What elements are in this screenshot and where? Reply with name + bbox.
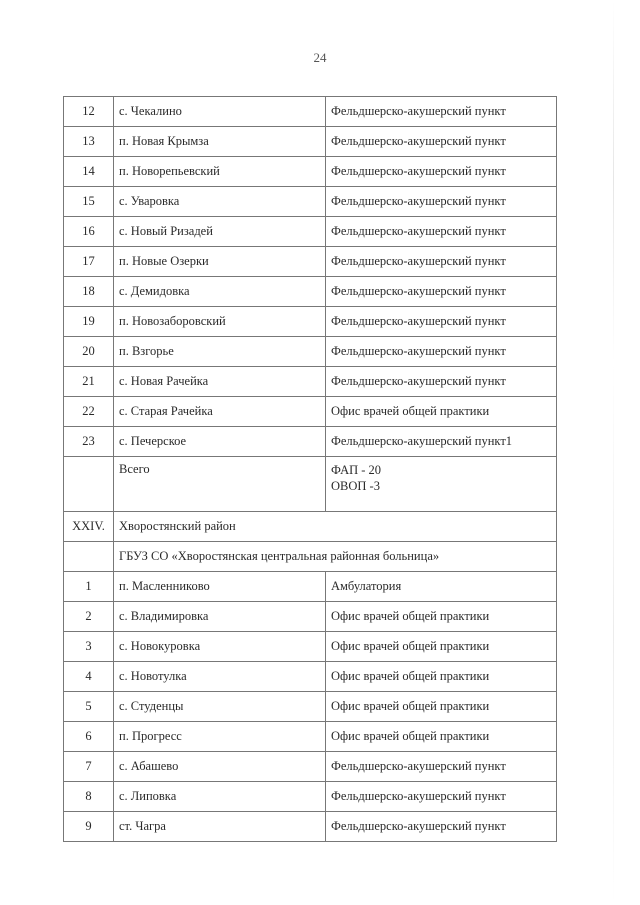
table-row — [64, 692, 557, 722]
settlement-name: с. Новая Рачейка — [114, 367, 326, 397]
section-row — [64, 512, 557, 542]
facility-type: Фельдшерско-акушерский пункт — [326, 752, 557, 782]
scan-edge-shadow — [613, 0, 614, 905]
row-number: 7 — [64, 752, 114, 782]
row-number: 4 — [64, 662, 114, 692]
section-number: XXIV. — [64, 512, 114, 542]
settlement-name: п. Новые Озерки — [114, 247, 326, 277]
row-number: 15 — [64, 187, 114, 217]
settlement-name: с. Липовка — [114, 782, 326, 812]
settlement-name: ст. Чагра — [114, 812, 326, 842]
settlement-name: п. Новорепьевский — [114, 157, 326, 187]
settlement-name: п. Масленниково — [114, 572, 326, 602]
total-value: ФАП - 20 ОВОП -3 — [326, 457, 557, 512]
facility-type: Фельдшерско-акушерский пункт — [326, 217, 557, 247]
settlement-name: с. Абашево — [114, 752, 326, 782]
facility-type: Фельдшерско-акушерский пункт — [326, 782, 557, 812]
facility-type: Фельдшерско-акушерский пункт — [326, 187, 557, 217]
facility-type: Фельдшерско-акушерский пункт — [326, 157, 557, 187]
facility-type: Фельдшерско-акушерский пункт — [326, 307, 557, 337]
table-row — [64, 277, 557, 307]
row-number: 14 — [64, 157, 114, 187]
facility-type: Офис врачей общей практики — [326, 397, 557, 427]
table-row — [64, 127, 557, 157]
facility-type: Офис врачей общей практики — [326, 632, 557, 662]
table-row — [64, 572, 557, 602]
total-row — [64, 457, 557, 512]
facility-type: Фельдшерско-акушерский пункт1 — [326, 427, 557, 457]
section-number — [64, 542, 114, 572]
row-number: 2 — [64, 602, 114, 632]
table-row — [64, 662, 557, 692]
table-row — [64, 427, 557, 457]
institution-title: ГБУЗ СО «Хворостянская центральная районная больница» — [114, 542, 557, 572]
table-row — [64, 97, 557, 127]
settlement-name: п. Новая Крымза — [114, 127, 326, 157]
settlement-name: с. Демидовка — [114, 277, 326, 307]
table-row — [64, 722, 557, 752]
facility-type: Офис врачей общей практики — [326, 722, 557, 752]
settlement-name: п. Новозаборовский — [114, 307, 326, 337]
row-number: 6 — [64, 722, 114, 752]
row-number: 13 — [64, 127, 114, 157]
facility-type: Фельдшерско-акушерский пункт — [326, 812, 557, 842]
row-number: 22 — [64, 397, 114, 427]
table-row — [64, 752, 557, 782]
settlement-name: с. Новотулка — [114, 662, 326, 692]
row-number: 8 — [64, 782, 114, 812]
settlement-name: с. Чекалино — [114, 97, 326, 127]
row-number: 1 — [64, 572, 114, 602]
total-label: Всего — [114, 457, 326, 512]
settlement-name: п. Взгорье — [114, 337, 326, 367]
table-row — [64, 782, 557, 812]
institution-row — [64, 542, 557, 572]
table-row — [64, 187, 557, 217]
section-title: Хворостянский район — [114, 512, 557, 542]
row-number: 12 — [64, 97, 114, 127]
settlement-name: с. Уваровка — [114, 187, 326, 217]
table-row — [64, 397, 557, 427]
table-row — [64, 632, 557, 662]
row-number: 16 — [64, 217, 114, 247]
row-number: 18 — [64, 277, 114, 307]
settlement-name: с. Старая Рачейка — [114, 397, 326, 427]
facility-type: Офис врачей общей практики — [326, 662, 557, 692]
row-number: 3 — [64, 632, 114, 662]
table-row — [64, 247, 557, 277]
settlement-name: с. Студенцы — [114, 692, 326, 722]
facility-type: Офис врачей общей практики — [326, 602, 557, 632]
facility-type: Фельдшерско-акушерский пункт — [326, 127, 557, 157]
page-number: 24 — [313, 50, 327, 65]
settlement-name: п. Прогресс — [114, 722, 326, 752]
settlement-name: с. Владимировка — [114, 602, 326, 632]
table-row — [64, 367, 557, 397]
table-row — [64, 217, 557, 247]
settlement-name: с. Новокуровка — [114, 632, 326, 662]
row-number: 20 — [64, 337, 114, 367]
facilities-table — [63, 96, 557, 842]
table-row — [64, 602, 557, 632]
facility-type: Амбулатория — [326, 572, 557, 602]
table-row — [64, 337, 557, 367]
total-number — [64, 457, 114, 512]
row-number: 9 — [64, 812, 114, 842]
facility-type: Офис врачей общей практики — [326, 692, 557, 722]
row-number: 23 — [64, 427, 114, 457]
facility-type: Фельдшерско-акушерский пункт — [326, 337, 557, 367]
facility-type: Фельдшерско-акушерский пункт — [326, 247, 557, 277]
facility-type: Фельдшерско-акушерский пункт — [326, 277, 557, 307]
table-row — [64, 812, 557, 842]
facility-type: Фельдшерско-акушерский пункт — [326, 97, 557, 127]
settlement-name: с. Новый Ризадей — [114, 217, 326, 247]
row-number: 17 — [64, 247, 114, 277]
row-number: 19 — [64, 307, 114, 337]
facility-type: Фельдшерско-акушерский пункт — [326, 367, 557, 397]
row-number: 21 — [64, 367, 114, 397]
row-number: 5 — [64, 692, 114, 722]
table-row — [64, 307, 557, 337]
table-row — [64, 157, 557, 187]
settlement-name: с. Печерское — [114, 427, 326, 457]
